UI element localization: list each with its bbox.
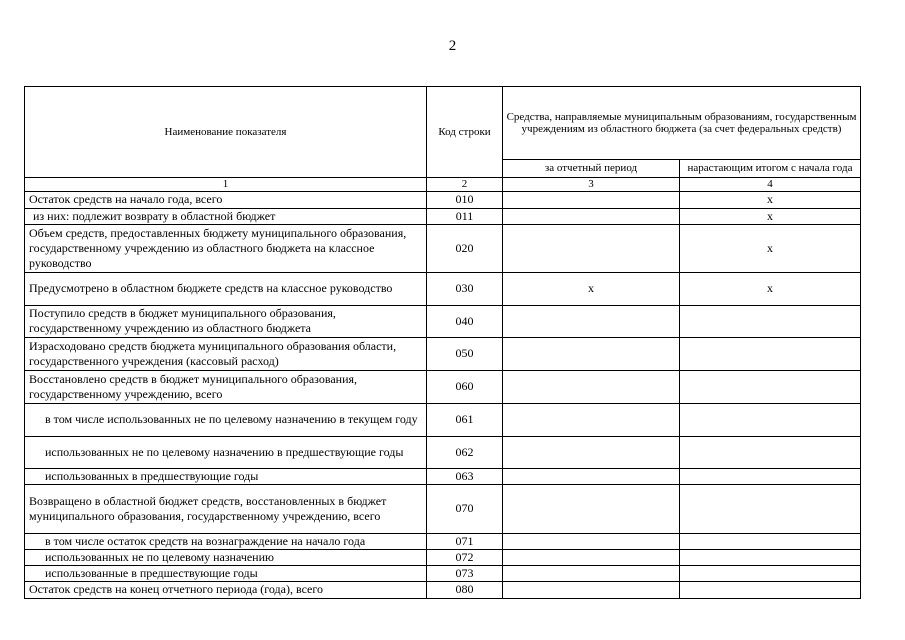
- row-cumulative: [680, 484, 861, 533]
- row-name: использованных не по целевому назначению в предшествующие годы: [25, 436, 427, 468]
- col-number: 2: [427, 177, 503, 191]
- row-name: Израсходовано средств бюджета муниципального образования области, государственного учреждения (кассовый расход): [25, 337, 427, 370]
- table-row: [25, 370, 861, 403]
- row-period: [503, 565, 680, 581]
- report-table: [24, 86, 861, 599]
- row-code: 063: [427, 468, 503, 484]
- row-cumulative: x: [680, 191, 861, 208]
- table-row: [25, 191, 861, 208]
- row-cumulative: [680, 337, 861, 370]
- row-period: [503, 305, 680, 337]
- row-code: 020: [427, 224, 503, 272]
- row-cumulative: [680, 370, 861, 403]
- table-row: [25, 565, 861, 581]
- row-name: Возвращено в областной бюджет средств, восстановленных в бюджет муниципального образования, государственному учреждению, всего: [25, 484, 427, 533]
- row-code: 070: [427, 484, 503, 533]
- row-cumulative: [680, 305, 861, 337]
- row-code: 071: [427, 533, 503, 549]
- row-period: [503, 581, 680, 598]
- header-name: Наименование показателя: [25, 87, 427, 178]
- table-row: [25, 224, 861, 272]
- row-name: в том числе остаток средств на вознаграждение на начало года: [25, 533, 427, 549]
- row-cumulative: x: [680, 224, 861, 272]
- table-row: [25, 403, 861, 436]
- table-row: [25, 208, 861, 224]
- table-row: [25, 305, 861, 337]
- col-number: 3: [503, 177, 680, 191]
- row-code: 010: [427, 191, 503, 208]
- row-period: [503, 224, 680, 272]
- row-period: x: [503, 272, 680, 305]
- header-cumulative: нарастающим итогом с начала года: [680, 160, 861, 178]
- row-code: 073: [427, 565, 503, 581]
- row-period: [503, 403, 680, 436]
- row-period: [503, 533, 680, 549]
- row-name: Остаток средств на начало года, всего: [25, 191, 427, 208]
- header-funds-group: Средства, направляемые муниципальным образованиям, государственным учреждениям из областного бюджета (за счет федеральных средств): [503, 87, 861, 160]
- header-code: Код строки: [427, 87, 503, 178]
- row-period: [503, 468, 680, 484]
- row-name: Поступило средств в бюджет муниципального образования, государственному учреждению из областного бюджета: [25, 305, 427, 337]
- row-cumulative: x: [680, 272, 861, 305]
- row-cumulative: [680, 533, 861, 549]
- row-period: [503, 337, 680, 370]
- row-name: из них: подлежит возврату в областной бюджет: [25, 208, 427, 224]
- row-code: 030: [427, 272, 503, 305]
- row-period: [503, 370, 680, 403]
- row-code: 061: [427, 403, 503, 436]
- row-code: 072: [427, 549, 503, 565]
- row-cumulative: [680, 403, 861, 436]
- row-name: Восстановлено средств в бюджет муниципального образования, государственному учреждению, всего: [25, 370, 427, 403]
- row-code: 062: [427, 436, 503, 468]
- column-number-row: [25, 177, 861, 191]
- table-row: [25, 549, 861, 565]
- row-name: в том числе использованных не по целевому назначению в текущем году: [25, 403, 427, 436]
- row-code: 080: [427, 581, 503, 598]
- row-period: [503, 208, 680, 224]
- row-cumulative: [680, 436, 861, 468]
- page-number: 2: [448, 38, 457, 54]
- table-row: [25, 468, 861, 484]
- row-name: Остаток средств на конец отчетного периода (года), всего: [25, 581, 427, 598]
- row-code: 040: [427, 305, 503, 337]
- row-name: использованных не по целевому назначению: [25, 549, 427, 565]
- table-row: [25, 484, 861, 533]
- row-cumulative: [680, 565, 861, 581]
- row-period: [503, 484, 680, 533]
- row-period: [503, 191, 680, 208]
- row-name: Предусмотрено в областном бюджете средств на классное руководство: [25, 272, 427, 305]
- row-cumulative: x: [680, 208, 861, 224]
- row-name: использованных в предшествующие годы: [25, 468, 427, 484]
- row-code: 050: [427, 337, 503, 370]
- row-cumulative: [680, 468, 861, 484]
- row-period: [503, 436, 680, 468]
- header-period: за отчетный период: [503, 160, 680, 178]
- table-row: [25, 581, 861, 598]
- row-cumulative: [680, 549, 861, 565]
- col-number: 4: [680, 177, 861, 191]
- row-name: использованные в предшествующие годы: [25, 565, 427, 581]
- table-row: [25, 272, 861, 305]
- row-code: 060: [427, 370, 503, 403]
- row-cumulative: [680, 581, 861, 598]
- row-code: 011: [427, 208, 503, 224]
- col-number: 1: [25, 177, 427, 191]
- row-name: Объем средств, предоставленных бюджету муниципального образования, государственному учреждению из областного бюджета на классное руководство: [25, 224, 427, 272]
- table-row: [25, 533, 861, 549]
- row-period: [503, 549, 680, 565]
- table-row: [25, 337, 861, 370]
- table-row: [25, 436, 861, 468]
